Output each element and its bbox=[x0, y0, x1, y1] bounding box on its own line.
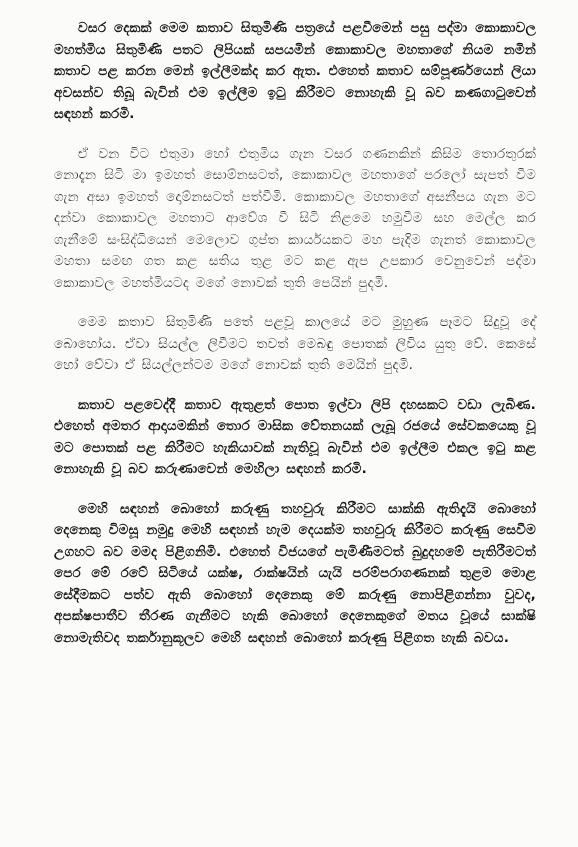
paragraph-5: මෙහි සඳහන් බොහෝ කරුණු තහවුරු කිරීමට සාක්කි ඇතිදැයි බොහෝ දෙනෙකු විමසූ නමුදු මෙහි සඳහන් හැම දෙයක්ම තහවුරු කිරීමට කරුණු සෙවීම උගහට බව මමද පිළිගනිමි. එහෙත් විජයගේ පැමිණීමටත් බුදුදහමේ පැතිරීමටත් පෙර මේ රටේ සිටියේ යක්ෂ, රාක්ෂයින් යැයි පරම්පරාගණනක් තුළම මොළ සේදීමකට පත්ව ඇති බොහෝ දෙනෙකු මේ කරුණු නොපිළිගන්නා වුවද, අපක්ෂපාතීව තීරණ ගැනීමට හැකි බොහෝ දෙනෙකුගේ මතය වූයේ සාක්ෂි නොමැතිවද තර්කානුකූලව මෙහි සඳහන් බොහෝ කරුණු පිළිගත හැකි බවය. bbox=[54, 500, 536, 646]
paragraph-4: කතාව පළවෙද්දී කතාව ඇතුළත් පොත ඉල්වා ලිපි දහසකට වඩා ලැබිණ. එහෙත් අමතර ආදායමකින් තොර මාසික වේතනයක් ලැබූ රජයේ සේවකයෙකු වූ මට පොතක් පළ කිරීමට හැකියාවක් නැතිවූ බැවින් එම ඉල්ලීම එකල ඉටු කළ නොහැකි වූ බව කරුණාවෙන් මෙහිලා සඳහන් කරමි. bbox=[54, 396, 536, 477]
paragraph-3: මෙම කතාව සිතුමිණි පතේ පළවූ කාලයේ මට මුහුණ පෑමට සිදුවූ දේ බොහෝය. ඒවා සියල්ල ලිවීමට තවත් මෙබඳු පොතක් ලිවිය යුතු වේ. කෙසේ හෝ වේවා ඒ සියල්ලන්ටම මගේ නොවක් තුති මෙයින් පුදමි. bbox=[54, 314, 536, 373]
paragraph-2: ඒ වන විට එතුමා හෝ එතුමිය ගැන වසර ගණනකින් කිසිම තොරතුරක් නොදැන සිටි මා ඉමහත් සොම්නසටත්, කොකාවල මහතාගේ පරලෝ සැපත් වීම ගැන අසා ඉමහත් දොම්නසටත් පත්වීමි. කොකාවල මහතාගේ අසනීපය ගැන මට දන්වා කොකාවල මහතාට ආවේශ වී සිටි නිළමෙ හමුවීම සහ මෙල්ල කර ගැනීමේ සංසිද්ධියෙන් මෙලොව ගුප්ත කාර්යයකට මහ පැදිම ගැනත් කොකාවල මහතා සමඟ ගත කළ සතිය තුළ මට කළ ඇප උපකාර වෙනුවෙන් පද්මා කොකාවල මහත්මියටද මගේ නොවක් තුති පෙයින් පුදමි. bbox=[54, 145, 536, 291]
paragraph-1: වසර දෙකක් මෙම කතාව සිතුමිණි පත්‍රයේ පළවීමෙන් පසු පද්මා කොකාවල මහත්මිය සිතුමිණි පතට ලිපියක් සපයමින් කොකාවල මහතාගේ නියම නමින් කතාව පළ කරන මෙන් ඉල්ලීමක්ද කර ඇත. එහෙත් කතාව සම්පූර්ණයෙන් ලියා අවසන්ව තිබූ බැවින් එම ඉල්ලීම ඉටු කිරීමට නොහැකි වූ බව කණගාටුවෙන් සඳහන් කරමි. bbox=[54, 20, 536, 122]
